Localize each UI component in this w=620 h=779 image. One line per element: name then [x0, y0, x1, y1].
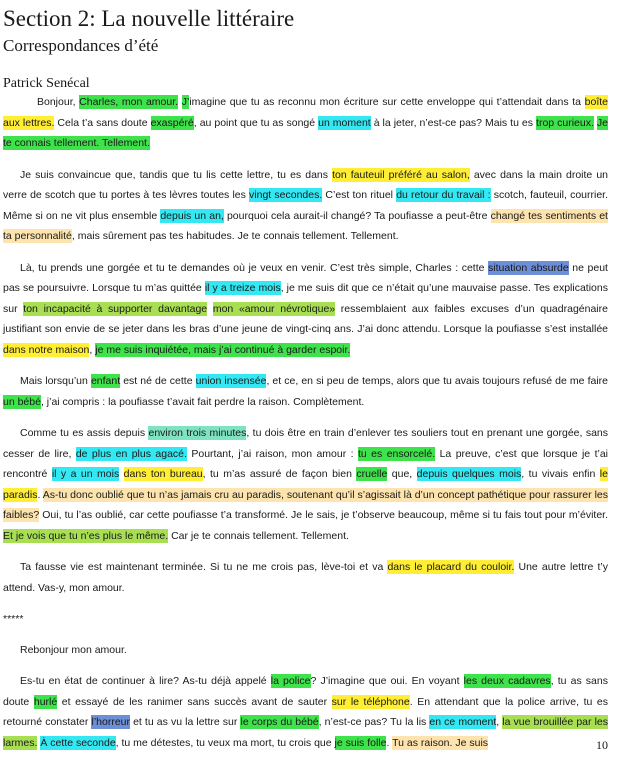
text-run: C’est ton rituel [322, 189, 397, 201]
highlighted-text: le paradis [3, 468, 608, 501]
text-run: , je me suis dit que ce n’était qu’une mauvaise passe. Tes explications sur [3, 282, 608, 315]
text-run: . En attendant que la police arrive, tu es retourné constater [3, 695, 608, 728]
text-run: ressemblaient aux faibles excuses d’un quadragénaire justifiant son envie de se jeter dans les bras d’une jeune de vingt-cinq ans. J’ai donc attendu. Lorsque la poufiasse s’est installée [3, 302, 608, 335]
highlighted-text: environ trois minutes [148, 427, 247, 439]
text-run: Oui, tu l’as oublié, car cette poufiasse t’a transformé. Je le sais, je t’observe beaucoup, même si tu fais tout pour m’éviter. [39, 509, 608, 521]
highlighted-text: union insensée [195, 375, 267, 387]
text-run: La preuve, c’est que lorsque je t’ai rencontré [3, 447, 608, 480]
highlighted-text: je me suis inquiétée, mais j’ai continué à garder espoir. [95, 343, 351, 356]
text-run: , [89, 343, 96, 356]
text-run: Bonjour, [37, 96, 80, 108]
highlighted-text: dans le placard du couloir. [387, 561, 515, 573]
highlighted-text: la police [270, 675, 311, 687]
author-name: Patrick Senécal [3, 76, 90, 91]
highlighted-text: changé tes sentiments et ta personnalité [3, 209, 608, 242]
paragraph [3, 671, 608, 753]
highlighted-text: depuis quelques mois [416, 468, 522, 480]
highlighted-text: l’horreur [91, 716, 130, 728]
highlighted-text: boîte aux lettres. [3, 96, 608, 129]
paragraph [3, 165, 608, 247]
text-run: scotch, fauteuil, courrier. Même si on ne vit plus ensemble [3, 189, 608, 222]
highlighted-text: As-tu donc oublié que tu n’as jamais cru au paradis, soutenant qu’il s’agissait là d’un concept pathétique pour rassurer les faibles? [3, 488, 608, 521]
text-run: , mais sûrement pas tes habitudes. Je te connais tellement. Tellement. [71, 230, 399, 242]
text-run: que, [387, 468, 417, 480]
highlighted-text: il y a un mois [51, 468, 120, 480]
text-run: Rebonjour mon amour. [20, 643, 127, 656]
text-run: ***** [3, 613, 24, 625]
text-run: Car je te connais tellement. Tellement. [168, 529, 349, 542]
highlighted-text: trop curieux. [536, 116, 594, 129]
text-run: et essayé de les ranimer sans succès avant de sauter [57, 695, 332, 708]
highlighted-text: la vue brouillée par les larmes. [3, 716, 609, 749]
highlighted-text: le corps du bébé [240, 716, 319, 728]
text-run: Ta fausse vie est maintenant terminée. Si tu ne me crois pas, lève-toi et va [20, 561, 388, 573]
highlighted-text: À cette seconde [40, 736, 116, 749]
text-run: et tu as vu la lettre sur [130, 716, 241, 728]
paragraph [3, 371, 608, 412]
paragraph [3, 92, 608, 154]
highlighted-text: sur le téléphone [331, 695, 410, 708]
highlighted-text: dans ton bureau [123, 468, 203, 480]
text-run [207, 303, 213, 315]
highlighted-text: en ce moment [429, 716, 497, 728]
text-run: à la jeter, n’est-ce pas? Mais tu es [370, 116, 537, 129]
text-run: pourquoi cela aurait-il changé? Ta poufiasse a peut-être [223, 209, 491, 222]
text-run: ne peut pas se poursuivre. Lorsque tu m’as quittée [3, 261, 608, 294]
text-run: , tu vivais enfin [521, 468, 600, 480]
text-run [119, 468, 123, 480]
paragraph [3, 609, 608, 630]
text-run: Mais lorsqu’un [20, 375, 91, 387]
highlighted-text: Tu as raison. Je suis [392, 736, 489, 749]
highlighted-text: Charles, mon amour. [79, 96, 179, 108]
highlighted-text: situation absurde [488, 261, 569, 274]
text-run: , et ce, en si peu de temps, alors que tu avais toujours refusé de me faire [266, 375, 609, 387]
story-body [3, 92, 608, 753]
highlighted-text: du retour du travail : [396, 189, 491, 201]
text-run: Comme tu es assis depuis [20, 427, 149, 439]
highlighted-text: ton incapacité à supporter davantage [23, 302, 208, 315]
highlighted-text: mon «amour névrotique» [212, 302, 336, 315]
text-run: Pourtant, j’ai raison, mon amour : [186, 447, 358, 460]
highlighted-text: vingt secondes. [249, 189, 323, 201]
highlighted-text: J’ [181, 96, 190, 108]
text-run: , j’ai compris : la poufiasse t’avait fait perdre la raison. Complètement. [40, 395, 365, 408]
highlighted-text: enfant [90, 375, 121, 387]
highlighted-text: Je te connais tellement. Tellement. [3, 116, 608, 149]
text-run: Es-tu en état de continuer à lire? As-tu déjà appelé [20, 675, 271, 687]
paragraph [3, 423, 608, 546]
text-run: , au point que tu as songé [193, 116, 319, 129]
highlighted-text: depuis un an, [160, 209, 224, 222]
text-run: , tu me détestes, tu veux ma mort, tu crois que [115, 736, 335, 749]
text-run: . [37, 488, 43, 501]
text-run: Une autre lettre t’y attend. Vas-y, mon amour. [3, 561, 608, 594]
highlighted-text: je suis folle [334, 736, 387, 749]
highlighted-text: exaspéré [150, 116, 194, 129]
highlighted-text: cruelle [356, 468, 388, 480]
story-subtitle: Correspondances d’été [3, 36, 159, 55]
text-run: ? J’imagine que oui. En voyant [310, 675, 464, 687]
text-run: , tu dois être en train d’enlever tes souliers tout en prenant une gorgée, sans cesser de lire, [3, 427, 608, 460]
highlighted-text: ton fauteuil préféré au salon, [332, 168, 470, 181]
paragraph [3, 258, 608, 361]
text-run: , tu m’as assuré de façon bien [202, 468, 357, 480]
text-run: Là, tu prends une gorgée et tu te demandes où je veux en venir. C’est très simple, Charles : cette [20, 261, 489, 274]
text-run: imagine que tu as reconnu mon écriture sur cette enveloppe qui t’attendait dans ta [189, 96, 585, 108]
highlighted-text: un bébé [3, 395, 41, 408]
highlighted-text: tu es ensorcelé. [358, 447, 436, 460]
highlighted-text: dans notre maison [3, 343, 90, 356]
highlighted-text: les deux cadavres [463, 675, 551, 687]
paragraph [3, 640, 608, 661]
text-run: . [386, 736, 393, 749]
text-run: , n’est-ce pas? Tu la lis [318, 716, 430, 728]
paragraph [3, 557, 608, 598]
highlighted-text: de plus en plus agacé. [75, 447, 187, 460]
page-number: 10 [596, 738, 608, 752]
highlighted-text: il y a treize mois [204, 282, 281, 294]
text-run: Cela t’a sans doute [54, 116, 151, 129]
highlighted-text: un moment [318, 116, 371, 129]
text-run: est né de cette [120, 375, 196, 387]
text-run: Je suis convaincue que, tandis que tu lis cette lettre, tu es dans [20, 168, 333, 181]
section-title: Section 2: La nouvelle littéraire [3, 6, 295, 31]
text-run: , [496, 716, 503, 728]
highlighted-text: hurlé [33, 695, 58, 708]
highlighted-text: Et je vois que tu n’es plus le même. [3, 529, 169, 542]
text-run: avec dans la main droite un verre de scotch que tu portes à tes lèvres toutes les [3, 168, 609, 201]
text-run: , tu as sans doute [3, 675, 608, 708]
